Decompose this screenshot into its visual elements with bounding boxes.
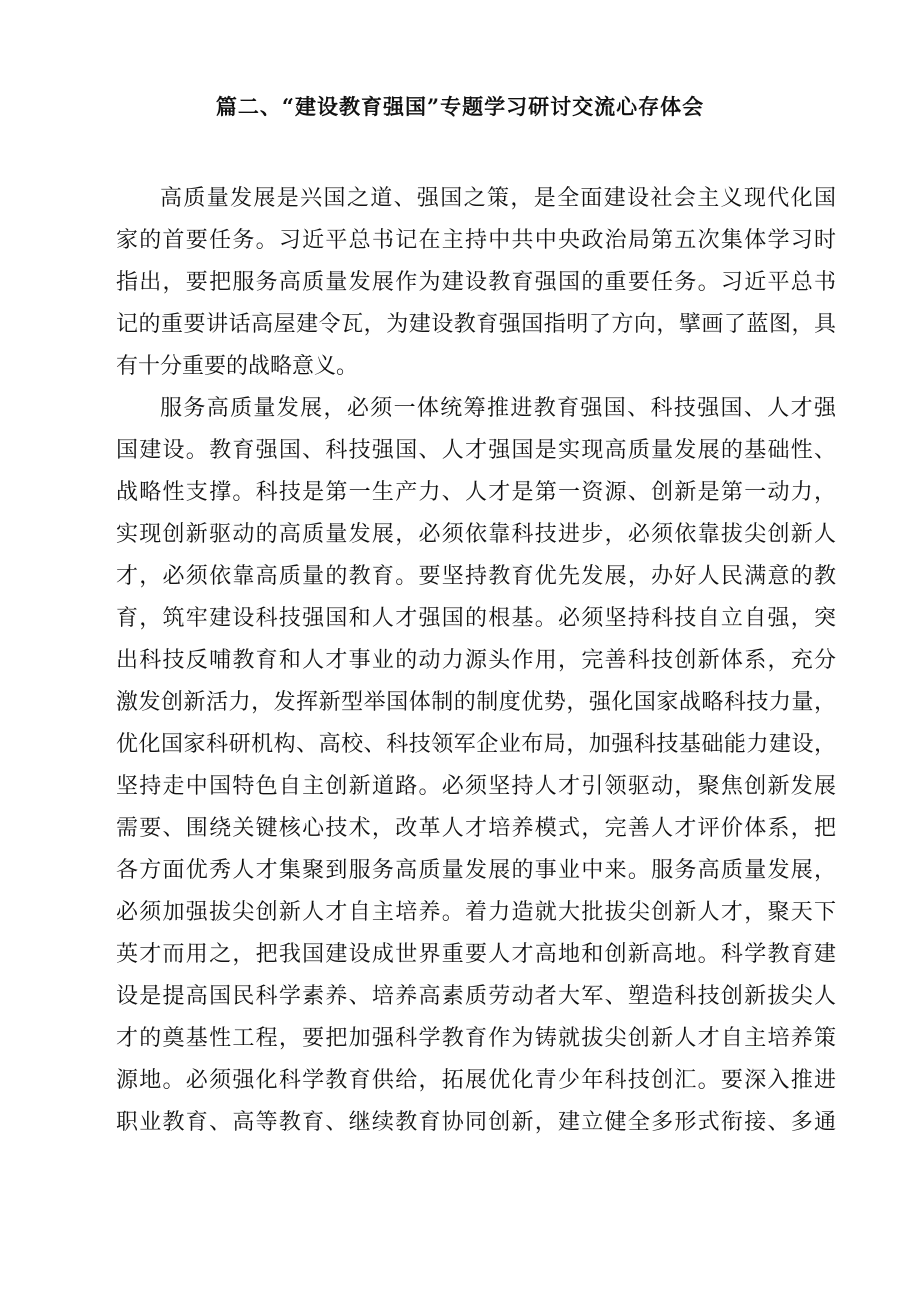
paragraph-2-line-15: 设是提高国民科学素养、培养高素质劳动者大军、塑造科技创新拔尖人 <box>116 984 836 1009</box>
paragraph-2-line-6: 育，筑牢建设科技强国和人才强国的根基。必须坚持科技自立自强，突 <box>116 606 836 631</box>
paragraph-2-line-16: 才的奠基性工程，要把加强科学教育作为铸就拔尖创新人才自主培养策 <box>116 1026 836 1051</box>
paragraph-1-line-4: 记的重要讲话高屋建令瓦，为建设教育强国指明了方向，擘画了蓝图，具 <box>116 312 836 337</box>
paragraph-1-line-3: 指出，要把服务高质量发展作为建设教育强国的重要任务。习近平总书 <box>116 270 836 295</box>
paragraph-2-line-18: 职业教育、高等教育、继续教育协同创新，建立健全多形式衔接、多通 <box>116 1110 836 1135</box>
paragraph-2-line-1: 服务高质量发展，必须一体统筹推进教育强国、科技强国、人才强 <box>160 396 836 421</box>
paragraph-2-line-3: 战略性支撑。科技是第一生产力、人才是第一资源、创新是第一动力， <box>116 480 836 505</box>
paragraph-1-line-1: 高质量发展是兴国之道、强国之策，是全面建设社会主义现代化国 <box>160 186 836 211</box>
paragraph-2-line-2: 国建设。教育强国、科技强国、人才强国是实现高质量发展的基础性、 <box>116 438 836 463</box>
paragraph-2-line-9: 优化国家科研机构、高校、科技领军企业布局，加强科技基础能力建设， <box>116 732 836 757</box>
paragraph-1-line-5: 有十分重要的战略意义。 <box>116 354 359 379</box>
paragraph-2-line-14: 英才而用之，把我国建设成世界重要人才高地和创新高地。科学教育建 <box>116 942 836 967</box>
paragraph-2-line-8: 激发创新活力，发挥新型举国体制的制度优势，强化国家战略科技力量， <box>116 690 836 715</box>
paragraph-2-line-12: 各方面优秀人才集聚到服务高质量发展的事业中来。服务高质量发展， <box>116 858 836 883</box>
paragraph-2-line-13: 必须加强拔尖创新人才自主培养。着力造就大批拔尖创新人才，聚天下 <box>116 900 836 925</box>
paragraph-2-line-7: 出科技反哺教育和人才事业的动力源头作用，完善科技创新体系，充分 <box>116 648 836 673</box>
paragraph-2-line-11: 需要、围绕关键核心技术，改革人才培养模式，完善人才评价体系，把 <box>116 816 836 841</box>
paragraph-2-line-10: 坚持走中国特色自主创新道路。必须坚持人才引领驱动，聚焦创新发展 <box>116 774 836 799</box>
paragraph-2-line-17: 源地。必须强化科学教育供给，拓展优化青少年科技创汇。要深入推进 <box>116 1068 836 1093</box>
paragraph-1-line-2: 家的首要任务。习近平总书记在主持中共中央政治局第五次集体学习时 <box>116 228 836 253</box>
paragraph-2-line-4: 实现创新驱动的高质量发展，必须依靠科技进步，必须依靠拔尖创新人 <box>116 522 836 547</box>
document-title: 篇二、“建设教育强国”专题学习研讨交流心存体会 <box>215 94 705 119</box>
paragraph-2-line-5: 才，必须依靠高质量的教育。要坚持教育优先发展，办好人民满意的教 <box>116 564 836 589</box>
